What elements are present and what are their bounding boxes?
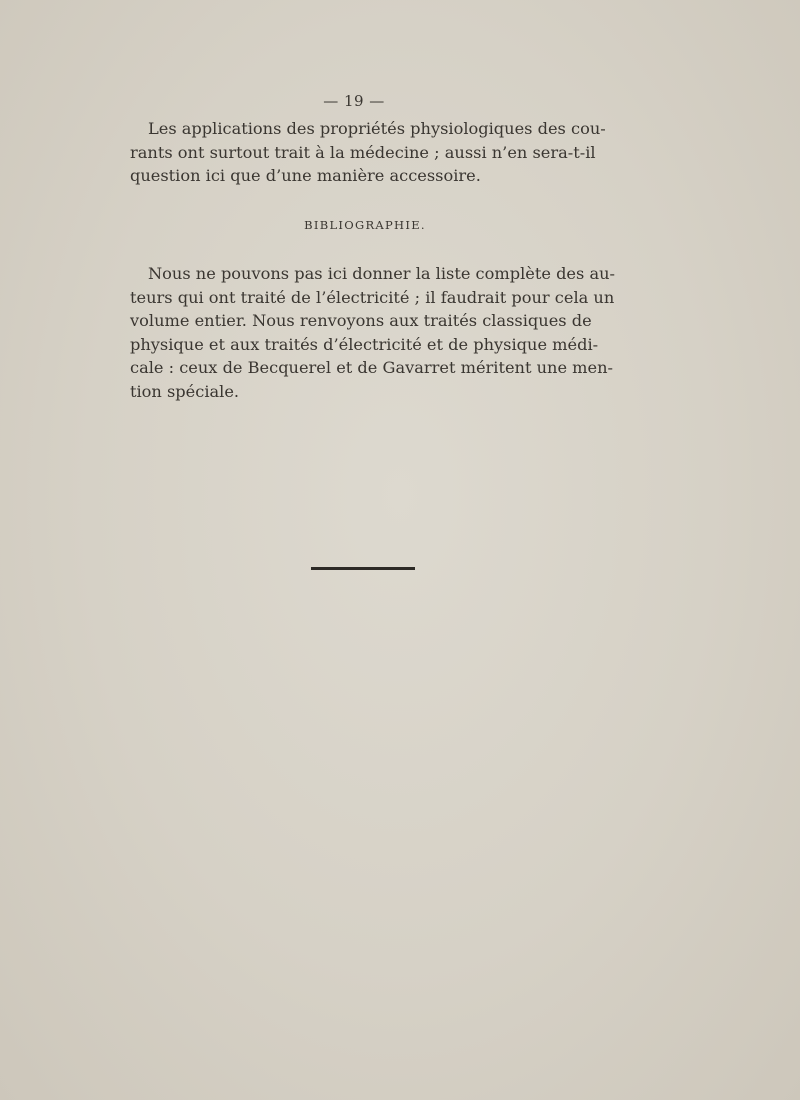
paragraph-line: physique et aux traités d’électricité et de physique médi- <box>130 334 599 354</box>
end-rule-divider <box>311 567 415 570</box>
paragraph-bibliography <box>130 262 616 403</box>
paragraph-line: question ici que d’une manière accessoire. <box>130 166 481 185</box>
paragraph-line: rants ont surtout trait à la médecine ; aussi n’en sera-t-il <box>130 142 596 162</box>
paragraph-line: teurs qui ont traité de l’électricité ; il faudrait pour cela un <box>130 287 615 307</box>
page-number: — 19 — <box>323 92 385 110</box>
paragraph-line: Les applications des propriétés physiologiques des cou- <box>148 119 606 138</box>
paragraph-line: volume entier. Nous renvoyons aux traités classiques de <box>130 311 592 330</box>
paragraph-line: cale : ceux de Becquerel et de Gavarret méritent une men- <box>130 358 614 377</box>
paragraph-line: tion spéciale. <box>130 381 240 401</box>
paragraph-line: Nous ne pouvons pas ici donner la liste complète des au- <box>148 264 616 283</box>
paragraph-applications <box>130 117 606 188</box>
section-heading: BIBLIOGRAPHIE. <box>304 218 426 232</box>
